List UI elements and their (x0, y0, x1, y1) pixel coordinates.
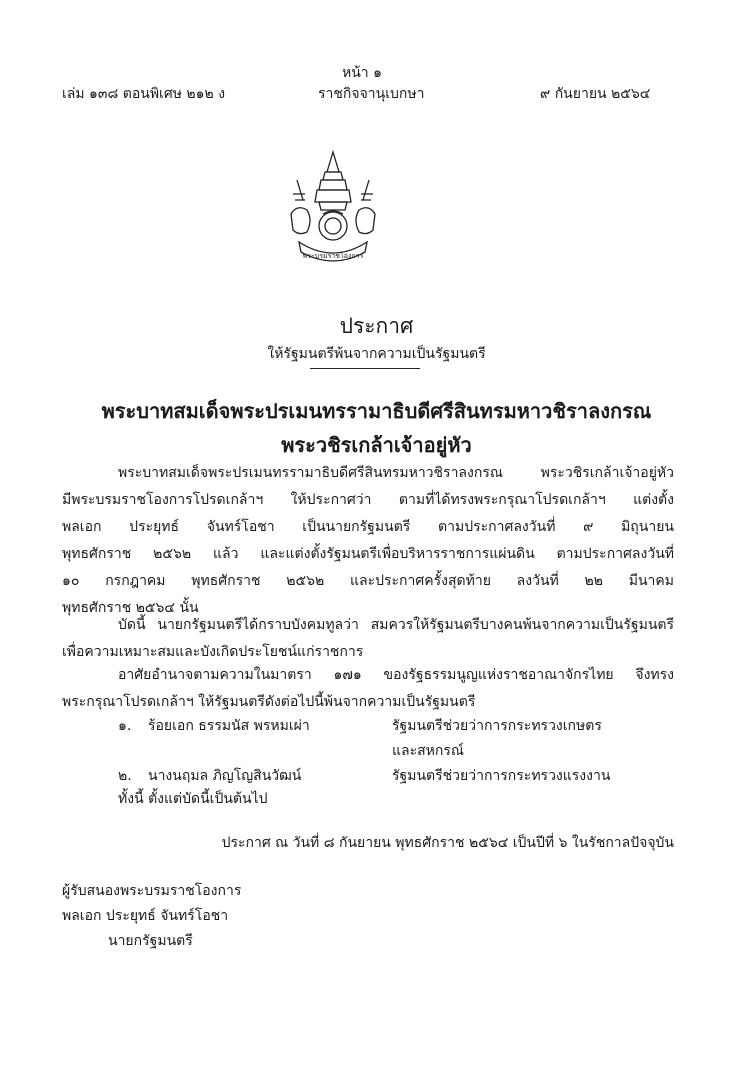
minister-number: ๒. (118, 768, 132, 784)
announcement-title: ประกาศ (339, 314, 414, 338)
minister-number: ๑. (118, 718, 132, 734)
countersign-title: ผู้รับสนองพระบรมราชโองการ (62, 883, 242, 899)
paragraph-line: มีพระบรมราชโองการโปรดเกล้าฯ ให้ประกาศว่า ตามที่ได้ทรงพระกรุณาโปรดเกล้าฯ แต่งตั้ง (62, 492, 674, 508)
paragraph-line: ๑๐ กรกฎาคม พุทธศักราช ๒๕๖๒ และประกาศครั้งสุดท้าย ลงวันที่ ๒๒ มีนาคม (62, 573, 674, 589)
title-divider (310, 368, 420, 369)
minister-name: ร้อยเอก ธรรมนัส พรหมเผ่า (148, 718, 310, 734)
minister-position-cont: และสหกรณ์ (392, 743, 464, 759)
gazette-name: ราชกิจจานุเบกษา (318, 86, 425, 102)
minister-position: รัฐมนตรีช่วยว่าการกระทรวงเกษตร (392, 718, 602, 734)
paragraph-line: พระบาทสมเด็จพระปรเมนทรรามาธิบดีศรีสินทรมหาวชิราลงกรณ พระวชิรเกล้าเจ้าอยู่หัว (118, 465, 674, 481)
paragraph-line: อาศัยอำนาจตามความในมาตรา ๑๗๑ ของรัฐธรรมนูญแห่งราชอาณาจักรไทย จึงทรง (118, 667, 674, 683)
countersign-position: นายกรัฐมนตรี (108, 933, 193, 949)
royal-name-line2: พระวชิรเกล้าเจ้าอยู่หัว (281, 433, 472, 457)
announcement-dateline: ประกาศ ณ วันที่ ๘ กันยายน พุทธศักราช ๒๕๖๔ เป็นปีที่ ๖ ในรัชกาลปัจจุบัน (221, 835, 674, 851)
page-number: หน้า ๑ (342, 65, 382, 81)
paragraph-line: พลเอก ประยุทธ์ จันทร์โอชา เป็นนายกรัฐมนตรี ตามประกาศลงวันที่ ๙ มิถุนายน (62, 519, 674, 535)
minister-position: รัฐมนตรีช่วยว่าการกระทรวงแรงงาน (392, 768, 611, 784)
minister-name: นางนฤมล ภิญโญสินวัฒน์ (148, 768, 302, 784)
countersign-name: พลเอก ประยุทธ์ จันทร์โอชา (62, 908, 229, 924)
royal-garuda-emblem-icon (283, 150, 383, 272)
royal-name-line1: พระบาทสมเด็จพระปรเมนทรรามาธิบดีศรีสินทรมหาวชิราลงกรณ (101, 399, 652, 423)
announcement-subtitle: ให้รัฐมนตรีพ้นจากความเป็นรัฐมนตรี (267, 346, 486, 362)
paragraph-line: พุทธศักราช ๒๕๖๒ แล้ว และแต่งตั้งรัฐมนตรีเพื่อบริหารราชการแผ่นดิน ตามประกาศลงวันที่ (62, 546, 674, 562)
paragraph-line: พุทธศักราช ๒๕๖๔ นั้น (62, 600, 199, 616)
paragraph-line: เพื่อความเหมาะสมและบังเกิดประโยชน์แก่ราชการ (62, 644, 364, 660)
gazette-date: ๙ กันยายน ๒๕๖๔ (540, 86, 651, 102)
paragraph-line: บัดนี้ นายกรัฐมนตรีได้กราบบังคมทูลว่า สมควรให้รัฐมนตรีบางคนพ้นจากความเป็นรัฐมนตรี (118, 617, 674, 633)
effective-clause: ทั้งนี้ ตั้งแต่บัดนี้เป็นต้นไป (118, 791, 268, 807)
volume-number: เล่ม ๑๓๘ ตอนพิเศษ ๒๑๒ ง (62, 86, 226, 102)
emblem-motto: พระบรมราชโองการ (302, 252, 364, 260)
paragraph-line: พระกรุณาโปรดเกล้าฯ ให้รัฐมนตรีดังต่อไปนี้พ้นจากความเป็นรัฐมนตรี (62, 694, 476, 710)
